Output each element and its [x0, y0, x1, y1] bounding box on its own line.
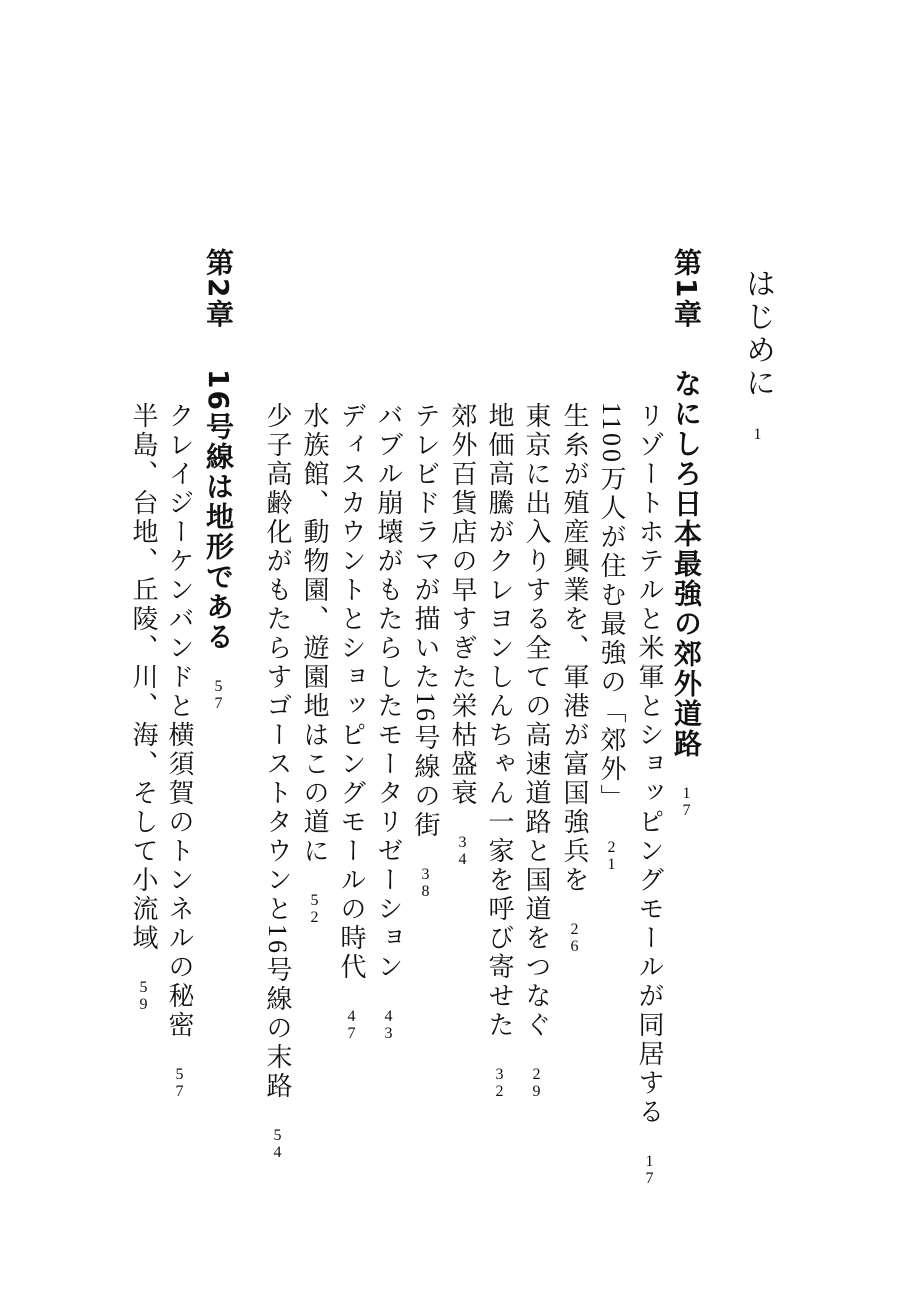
section-page: 21: [603, 839, 620, 874]
toc-section-1-11[interactable]: [264, 402, 290, 1161]
intro-page: 1: [749, 426, 766, 443]
toc-section-1-5[interactable]: [486, 402, 512, 1100]
section-title: バブル崩壊がもたらしたモータリゼーション: [374, 402, 403, 982]
section-page: 54: [269, 1127, 286, 1161]
section-title: テレビドラマが描いた16号線の街: [411, 402, 440, 840]
toc-chapter-2[interactable]: [202, 248, 235, 713]
section-title: 半島、台地、丘陵、川、海、そして小流域: [129, 402, 158, 953]
chapter-2-label: 第2章: [202, 248, 235, 330]
section-title: クレイジーケンバンドと横須賀のトンネルの秘密: [165, 402, 194, 1040]
chapter-2-page: 57: [210, 678, 227, 713]
toc-section-1-10[interactable]: [301, 402, 327, 926]
section-page: 47: [343, 1008, 360, 1042]
section-page: 57: [171, 1066, 188, 1100]
toc-section-1-3[interactable]: [561, 402, 587, 955]
section-page: 38: [417, 866, 434, 900]
section-title: 郊外百貨店の早すぎた栄枯盛衰: [448, 402, 477, 808]
section-page: 52: [306, 892, 323, 926]
toc-section-1-1[interactable]: [636, 402, 662, 1187]
toc-section-1-2[interactable]: [598, 402, 624, 873]
section-page: 34: [454, 834, 471, 868]
toc-section-1-6[interactable]: [449, 402, 475, 868]
section-title: 地価高騰がクレヨンしんちゃん一家を呼び寄せた: [485, 402, 514, 1040]
toc-section-1-4[interactable]: [523, 402, 549, 1100]
section-title: 少子高齢化がもたらすゴーストタウンと16号線の末路: [263, 402, 292, 1101]
toc-section-1-7[interactable]: [412, 402, 438, 900]
intro-title: はじめに: [740, 268, 775, 400]
chapter-1-title: なにしろ日本最強の郊外道路: [670, 369, 703, 760]
toc-intro[interactable]: [740, 268, 775, 443]
section-title: 生糸が殖産興業を、軍港が富国強兵を: [560, 402, 589, 895]
toc-section-2-2[interactable]: [130, 402, 156, 1013]
section-title: 1100万人が住む最強の「郊外」: [597, 402, 626, 814]
section-title: ディスカウントとショッピングモールの時代: [337, 402, 366, 982]
section-page: 59: [135, 979, 152, 1013]
chapter-1-label: 第1章: [670, 248, 703, 330]
toc-section-2-1[interactable]: [166, 402, 192, 1100]
section-page: 32: [491, 1066, 508, 1100]
section-page: 29: [528, 1066, 545, 1100]
chapter-2-title: 16号線は地形である: [202, 369, 235, 653]
section-title: 東京に出入りする全ての高速道路と国道をつなぐ: [522, 402, 551, 1040]
section-page: 17: [641, 1153, 658, 1187]
chapter-1-page: 17: [678, 785, 695, 820]
section-title: 水族館、動物園、遊園地はこの道に: [300, 402, 329, 866]
section-title: リゾートホテルと米軍とショッピングモールが同居する: [635, 402, 664, 1127]
section-page: 26: [566, 921, 583, 955]
section-page: 43: [380, 1008, 397, 1042]
toc-section-1-8[interactable]: [375, 402, 401, 1042]
toc-section-1-9[interactable]: [338, 402, 364, 1042]
toc-chapter-1[interactable]: [670, 248, 703, 820]
